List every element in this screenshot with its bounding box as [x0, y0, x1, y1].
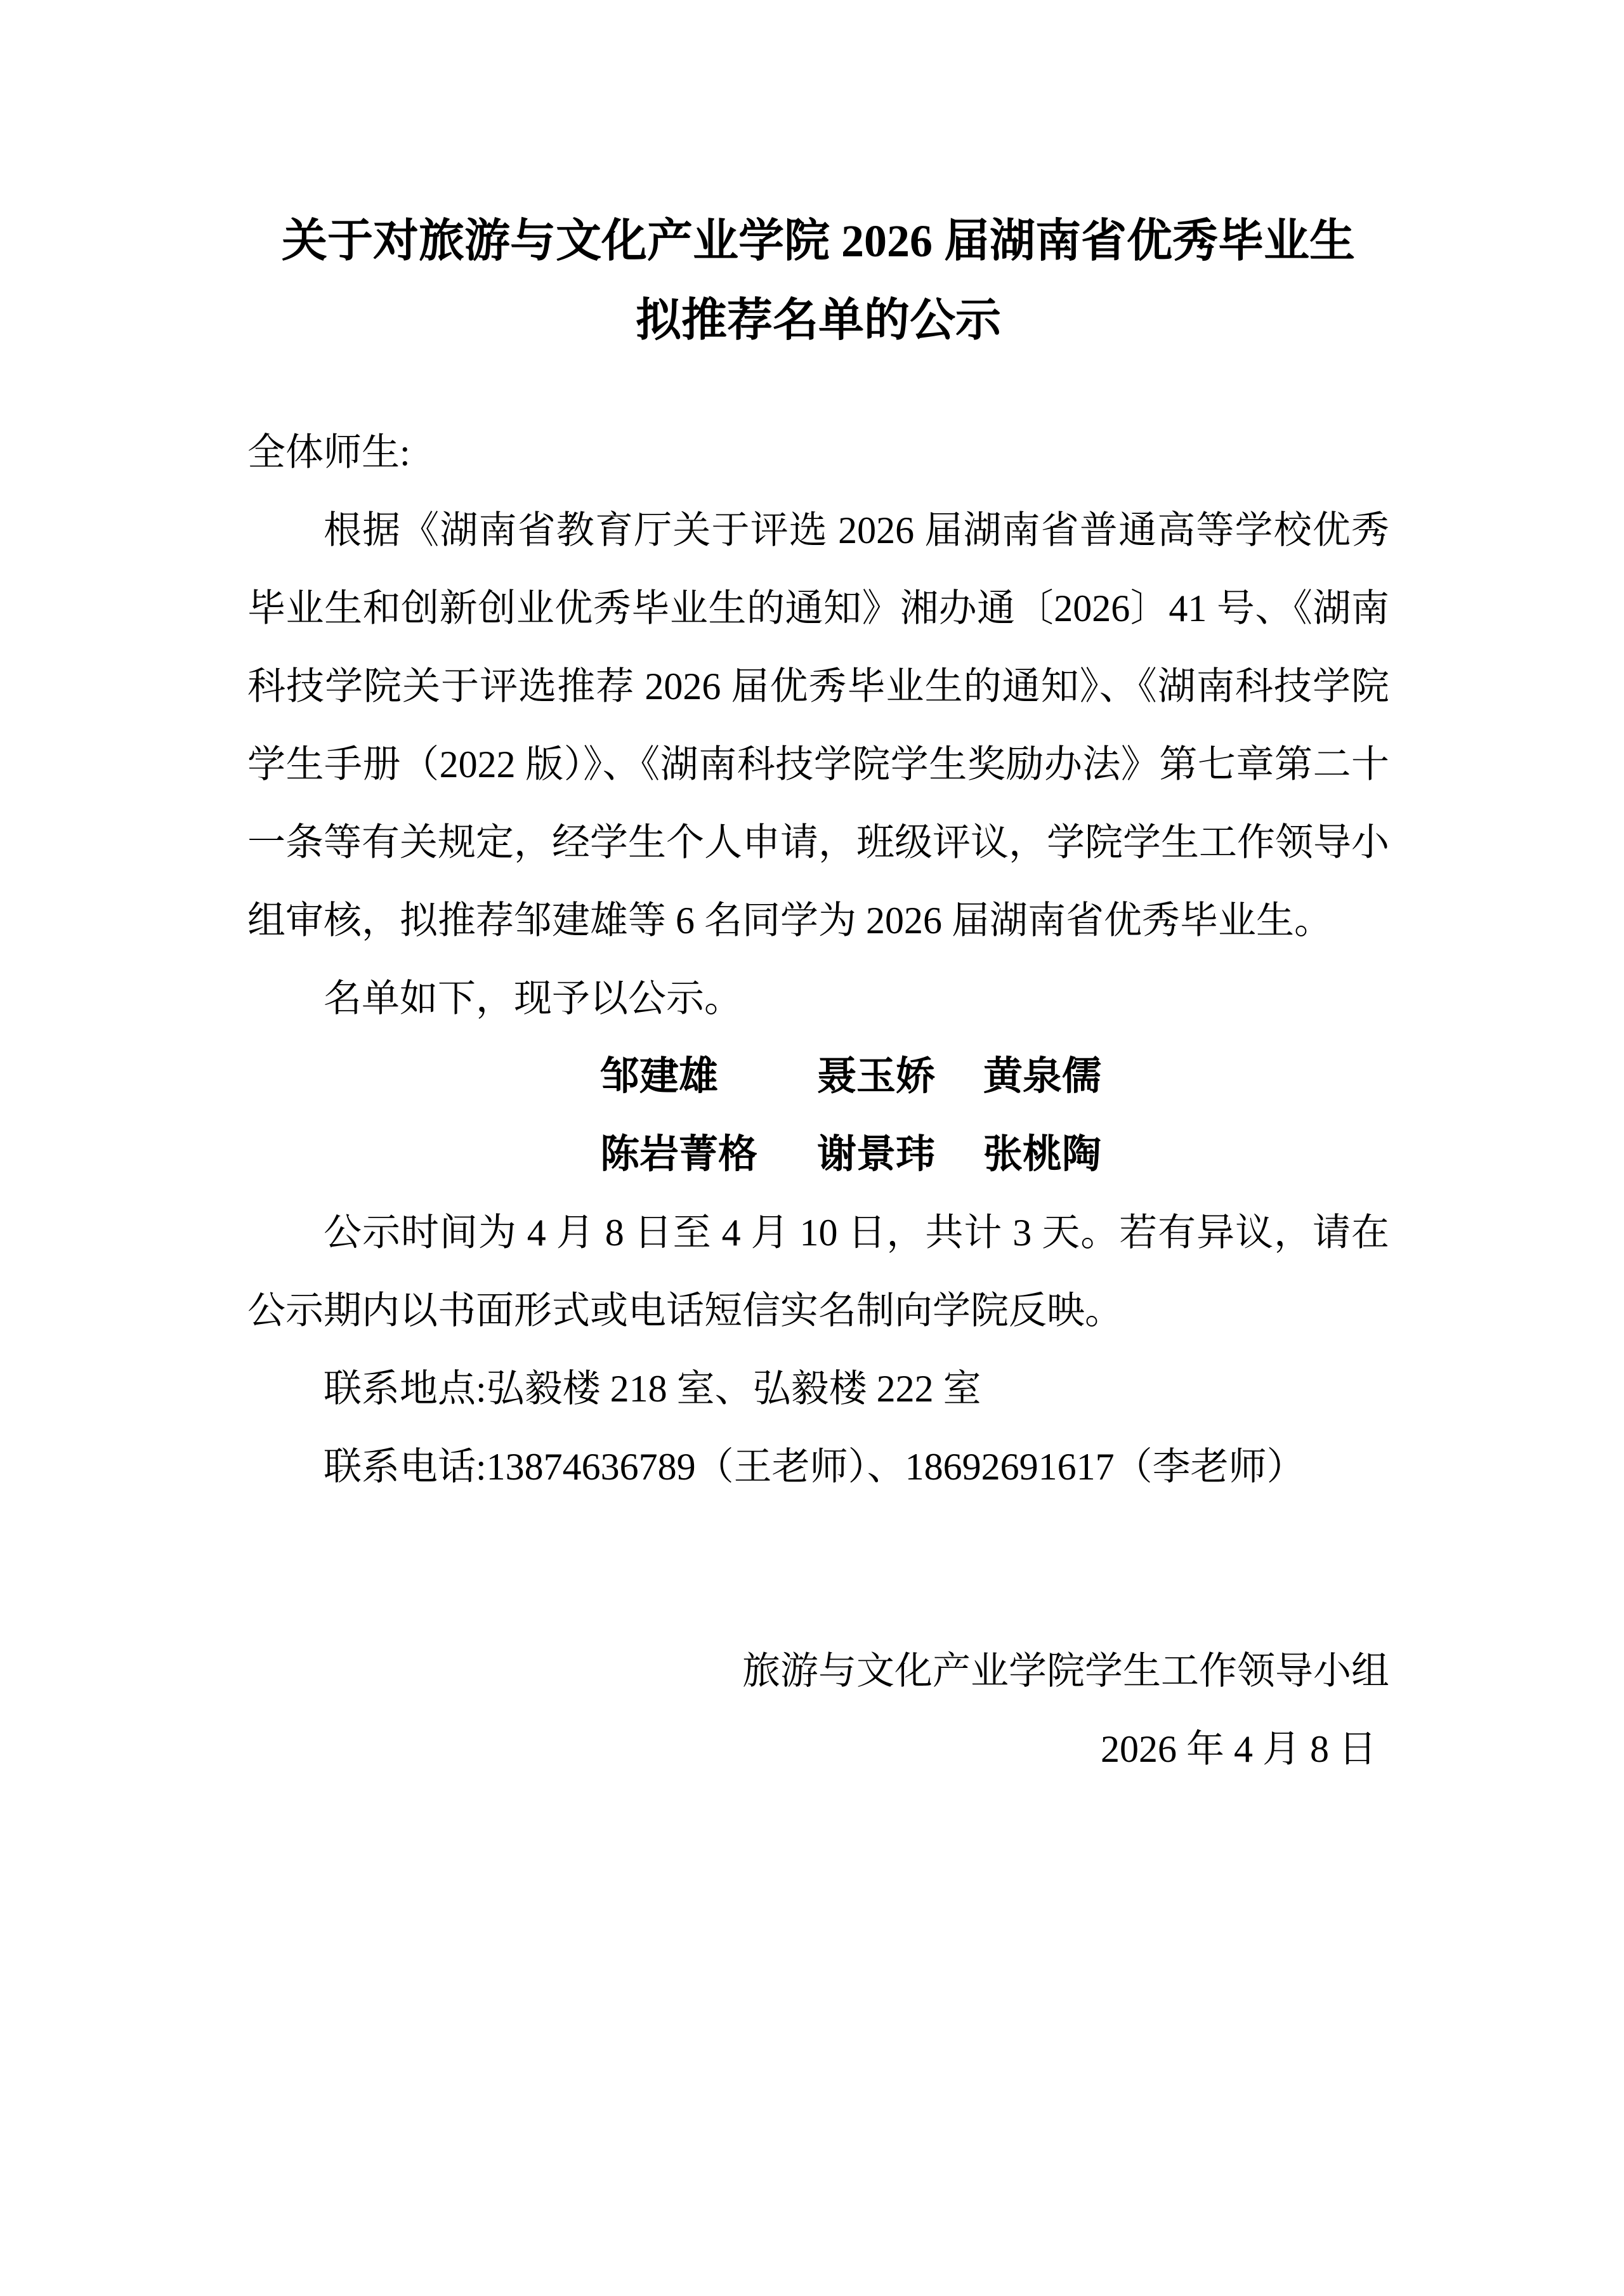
contact-phone-line: 联系电话:13874636789（王老师）、18692691617（李老师）	[324, 1446, 1305, 1488]
document-content	[247, 202, 1389, 1788]
salutation: 全体师生:	[247, 431, 410, 473]
document-body	[247, 414, 1389, 1788]
date-line: 2026 年 4 月 8 日	[1101, 1728, 1377, 1770]
student-name: 邹建雄	[600, 1055, 719, 1098]
student-name: 谢景玮	[817, 1133, 936, 1176]
names-row-2	[600, 1116, 1389, 1194]
document-title-line1: 关于对旅游与文化产业学院 2026 届湖南省优秀毕业生	[281, 216, 1355, 266]
signature-line: 旅游与文化产业学院学生工作领导小组	[742, 1650, 1389, 1692]
signature-spacer	[247, 1506, 1389, 1632]
paragraph-publicity-period: 公示时间为 4 月 8 日至 4 月 10 日，共计 3 天。若有异议，请在公示期内以书面形式或电话短信实名制向学院反映。	[247, 1212, 1389, 1332]
student-name: 黄泉儒	[983, 1055, 1102, 1098]
paragraph-list-intro: 名单如下，现予以公示。	[324, 978, 742, 1020]
document-title-line2: 拟推荐名单的公示	[635, 295, 1001, 346]
names-row-1	[600, 1038, 1389, 1116]
student-name: 张桃陶	[983, 1133, 1102, 1176]
student-name: 陈岩菁格	[600, 1133, 758, 1176]
document-title	[247, 202, 1389, 360]
paragraph-basis: 根据《湖南省教育厅关于评选 2026 届湖南省普通高等学校优秀毕业生和创新创业优秀毕业生的通知》湘办通〔2026〕41 号、《湖南科技学院关于评选推荐 2026 届优秀毕业生的通知》、《湖南科技学院学生手册（2022 版）》、《湖南科技学院学生奖励办法》第七章第二十一条等有关规定，经学生个人申请，班级评议，学院学生工作领导小组审核，拟推荐邹建雄等 6 名同学为 2026 届湖南省优秀毕业生。	[247, 509, 1389, 941]
student-name: 聂玉娇	[817, 1055, 936, 1098]
contact-location-line: 联系地点:弘毅楼 218 室、弘毅楼 222 室	[324, 1368, 981, 1410]
